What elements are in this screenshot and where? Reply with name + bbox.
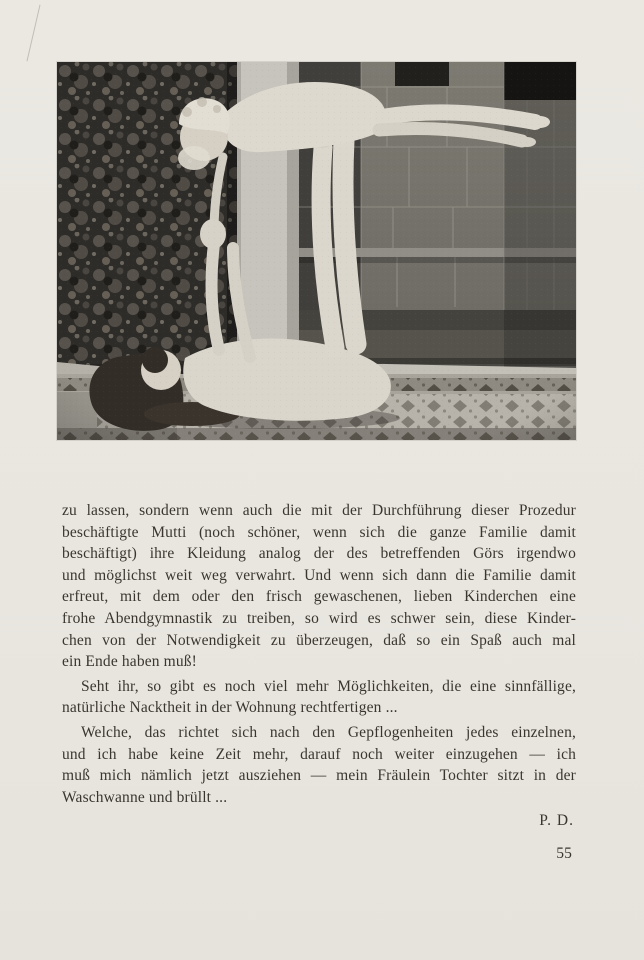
paragraph-2: [62, 676, 576, 719]
text-line: zu lassen, sondern wenn auch die mit der Durchführung dieser Prozedur: [62, 502, 576, 519]
family-acrobatics-photo: [57, 62, 576, 440]
paragraph-1: [62, 500, 576, 673]
text-line: Seht ihr, so gibt es noch viel mehr Möglichkeiten, die eine sinnfällige,: [81, 677, 576, 695]
photo-vignette: [57, 62, 576, 440]
text-line: und ich habe keine Zeit mehr, darauf noch weiter einzugehen — ich: [62, 745, 576, 763]
text-line: natürliche Nacktheit in der Wohnung rechtfertigen ...: [62, 699, 398, 717]
body-text: [62, 500, 576, 865]
text-line: ein Ende haben muß!: [62, 653, 197, 671]
text-line: beschäftigt) ihre Kleidung analog der des betreffenden Görs irgendwo: [62, 545, 576, 563]
author-signature: P. D.: [539, 812, 574, 830]
photo-illustration: [57, 62, 576, 440]
scratch-mark: [26, 5, 40, 62]
text-line: Welche, das richtet sich nach den Gepflogenheiten jedes einzelnen,: [81, 723, 576, 741]
text-line: Waschwanne und brüllt ...: [62, 788, 228, 806]
text-line: muß mich nämlich jetzt ausziehen — mein Fräulein Tochter sitzt in der: [62, 767, 576, 785]
page-number: 55: [556, 844, 572, 862]
text-line: beschäftigte Mutti (noch schöner, wenn sich die ganze Familie damit: [62, 523, 576, 541]
text-line: erfreut, mit dem oder den frisch gewaschenen, lieben Kinderchen eine: [62, 588, 576, 606]
text-line: und möglichst weit weg verwahrt. Und wenn sich dann die Familie damit: [62, 566, 576, 584]
paragraph-3: [62, 722, 576, 808]
text-line: frohe Abendgymnastik zu treiben, so wird es schwer sein, diese Kinder-: [62, 609, 576, 627]
text-line: chen von der Notwendigkeit zu überzeugen, daß so ein Spaß auch mal: [62, 631, 576, 649]
